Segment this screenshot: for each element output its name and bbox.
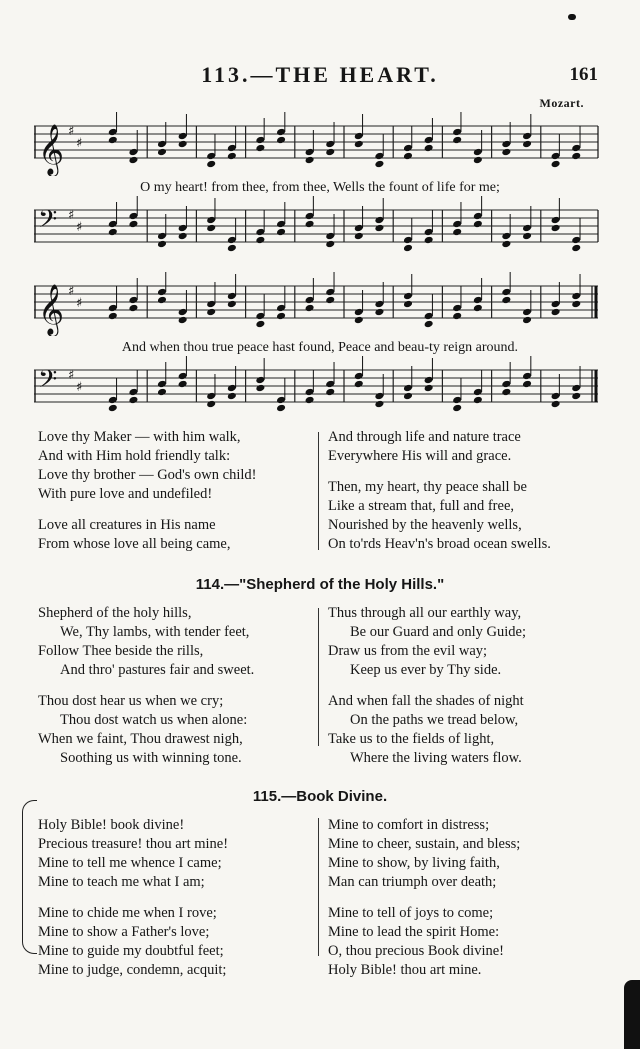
- pencil-bracket-mark: [22, 800, 37, 954]
- verse-line: Precious treasure! thou art mine!: [38, 836, 229, 852]
- verse-line: Mine to tell of joys to come;: [328, 905, 494, 921]
- verse-line: Mine to teach me what I am;: [38, 874, 205, 890]
- svg-text:♯: ♯: [68, 284, 75, 299]
- bass-staff-1: [34, 196, 600, 264]
- verse-line: Thou dost watch us when alone:: [60, 712, 248, 728]
- verse-line: Holy Bible! book divine!: [38, 817, 185, 833]
- verse-line: Mine to tell me whence I came;: [38, 855, 222, 871]
- column-divider: [318, 608, 319, 746]
- verse-line: Love thy Maker — with him walk,: [38, 429, 241, 445]
- hymn-113-right-column: [328, 428, 551, 554]
- verse-line: Mine to show, by living faith,: [328, 855, 500, 871]
- verse-line: Thou dost hear us when we cry;: [38, 693, 224, 709]
- verse-line: Follow Thee beside the rills,: [38, 643, 204, 659]
- verse-line: Mine to cheer, sustain, and bless;: [328, 836, 521, 852]
- verse-line: And with Him hold friendly talk:: [38, 448, 231, 464]
- verse-line: Be our Guard and only Guide;: [350, 624, 526, 640]
- hymn-115-right-column: [328, 816, 520, 980]
- verse-line: Man can triumph over death;: [328, 874, 497, 890]
- verse-line: When we faint, Thou drawest nigh,: [38, 731, 243, 747]
- svg-text:♯: ♯: [68, 368, 75, 383]
- hymn-title: 113.—THE HEART.: [201, 62, 439, 87]
- hymn-113-left-column: [38, 428, 256, 554]
- hymn-114-left-column: [38, 604, 254, 768]
- svg-text:𝄢: 𝄢: [38, 365, 58, 400]
- svg-text:♯: ♯: [76, 296, 83, 311]
- svg-text:𝄞: 𝄞: [38, 124, 65, 175]
- page-number: 161: [569, 64, 598, 85]
- svg-text:𝄢: 𝄢: [38, 205, 58, 240]
- svg-text:♯: ♯: [68, 124, 75, 139]
- verse-line: Mine to guide my doubtful feet;: [38, 943, 224, 959]
- treble-staff-1: [34, 112, 600, 176]
- verse-line: We, Thy lambs, with tender feet,: [60, 624, 250, 640]
- svg-text:♯: ♯: [76, 220, 83, 235]
- hymn-115-left-column: [38, 816, 228, 980]
- ink-mark: [568, 14, 576, 20]
- verse-line: Love all creatures in His name: [38, 517, 216, 533]
- svg-text:♯: ♯: [76, 136, 83, 151]
- verse-line: And through life and nature trace: [328, 429, 521, 445]
- verse-line: On the paths we tread below,: [350, 712, 519, 728]
- verse-line: Mine to lead the spirit Home:: [328, 924, 500, 940]
- page-edge-shadow: [624, 980, 640, 1049]
- verse-line: Where the living waters flow.: [350, 750, 522, 766]
- hymn-115-heading: 115.—Book Divine.: [252, 788, 388, 805]
- svg-text:♯: ♯: [76, 380, 83, 395]
- verse-line: Then, my heart, thy peace shall be: [328, 479, 527, 495]
- verse-line: O, thou precious Book divine!: [328, 943, 504, 959]
- lyric-line-1: O my heart! from thee, from thee, Wells the fount of life for me;: [140, 180, 500, 195]
- verse-line: Shepherd of the holy hills,: [38, 605, 192, 621]
- column-divider: [318, 818, 319, 956]
- composer-credit: Mozart.: [539, 96, 584, 110]
- verse-line: And thro' pastures fair and sweet.: [60, 662, 255, 678]
- lyric-line-2: And when thou true peace hast found, Peace and beau-ty reign around.: [121, 340, 519, 355]
- verse-line: Soothing us with winning tone.: [60, 750, 242, 766]
- verse-line: Keep us ever by Thy side.: [350, 662, 502, 678]
- verse-line: Thus through all our earthly way,: [328, 605, 522, 621]
- hymn-114-right-column: [328, 604, 526, 768]
- verse-line: Take us to the fields of light,: [328, 731, 495, 747]
- verse-line: On to'rds Heav'n's broad ocean swells.: [328, 536, 551, 552]
- verse-line: With pure love and undefiled!: [38, 486, 213, 502]
- verse-line: Mine to chide me when I rove;: [38, 905, 217, 921]
- bass-staff-2: [34, 356, 600, 420]
- verse-line: Love thy brother — God's own child!: [38, 467, 257, 483]
- treble-staff-2: [34, 272, 600, 336]
- svg-text:𝄞: 𝄞: [38, 284, 65, 335]
- hymn-114-heading: 114.—"Shepherd of the Holy Hills.": [195, 576, 445, 593]
- verse-line: From whose love all being came,: [38, 536, 231, 552]
- verse-line: Mine to comfort in distress;: [328, 817, 490, 833]
- svg-text:♯: ♯: [68, 208, 75, 223]
- verse-line: And when fall the shades of night: [328, 693, 524, 709]
- verse-line: Nourished by the heavenly wells,: [328, 517, 522, 533]
- verse-line: Draw us from the evil way;: [328, 643, 488, 659]
- verse-line: Mine to judge, condemn, acquit;: [38, 962, 227, 978]
- verse-line: Holy Bible! thou art mine.: [328, 962, 482, 978]
- column-divider: [318, 432, 319, 550]
- verse-line: Everywhere His will and grace.: [328, 448, 512, 464]
- verse-line: Mine to show a Father's love;: [38, 924, 210, 940]
- verse-line: Like a stream that, full and free,: [328, 498, 515, 514]
